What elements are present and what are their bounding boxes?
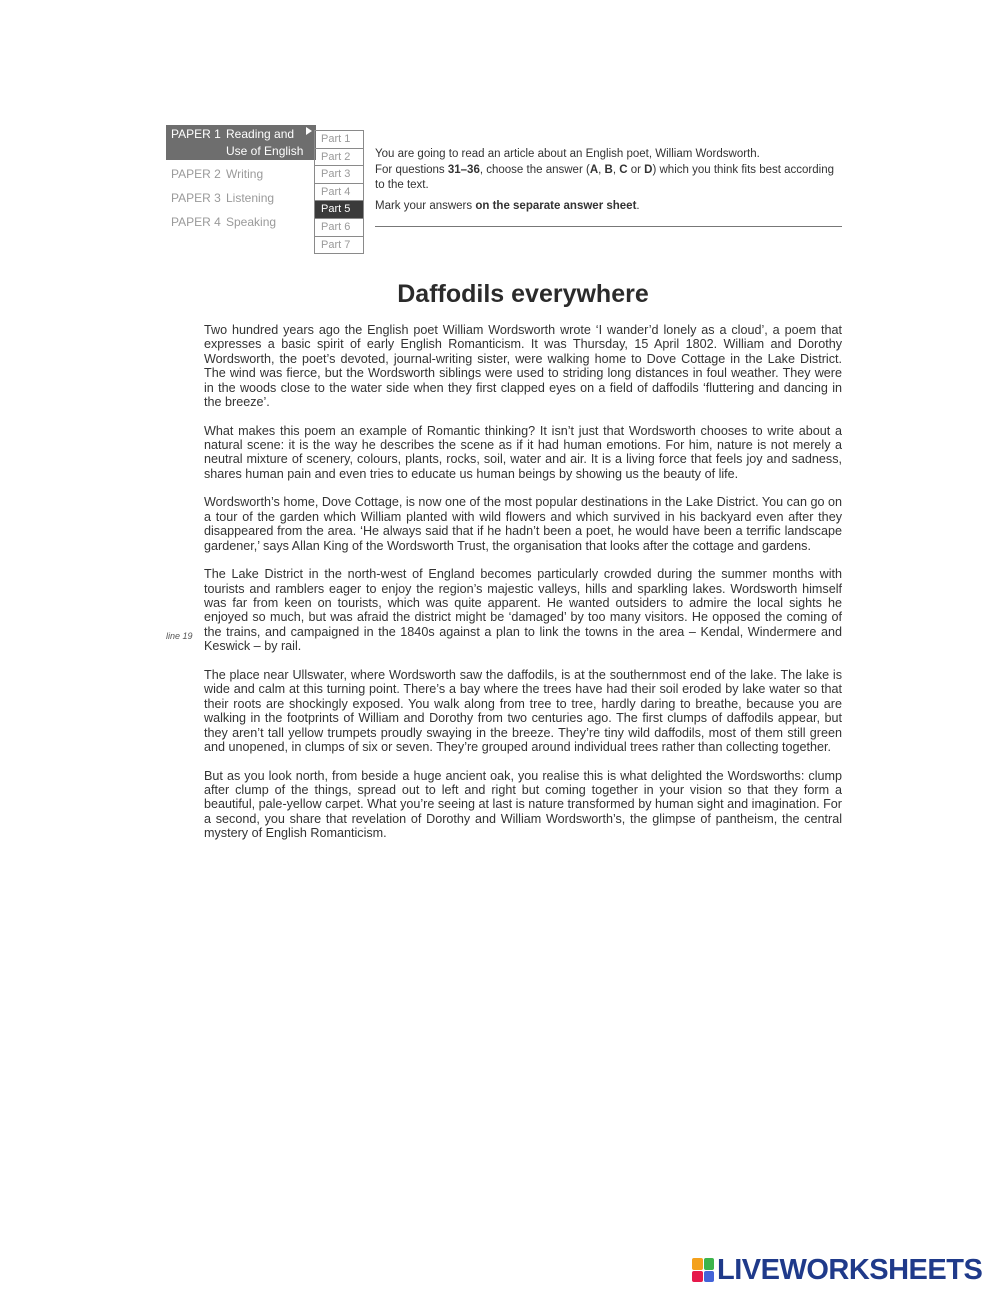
article-paragraph: But as you look north, from beside a huge ancient oak, you realise this is what delighted the Wordsworths: clump after clump of the things, spread out to left and right but coming together in your vision so that they form a beautiful, pale-yellow carpet. What you’re seeing at last is nature transformed by human sight and imagination. For a second, you share that revelation of Dorothy and William Wordsworth’s, the glimpse of pantheism, the central mystery of English Romanticism. [204, 768, 842, 841]
part-2-item[interactable]: Part 2 [315, 149, 363, 167]
instr-text: , [598, 163, 605, 176]
instr-text: For questions [375, 163, 448, 176]
instr-text: ) which you think fits best according to the text. [375, 163, 834, 191]
article-paragraph: The Lake District in the north-west of England becomes particularly crowded during the summer months with tourists and ramblers eager to enjoy the region’s majestic valleys, hills and sparkling lakes. Wordsworth himself was far from keen on tourists, which was quite apparent. He wanted outsiders to admire the local sights he enjoyed so much, but was afraid the district might be ‘damaged’ by too many visitors. He opposed the coming of the trains, and campaigned in the 1840s against a plan to link the towns in the area – Kendal, Windermere and Keswick – by rail. [204, 567, 842, 654]
logo-tile [692, 1271, 703, 1283]
arrow-right-icon [306, 127, 312, 135]
logo-tile [704, 1258, 715, 1270]
paper-name: Writing [226, 167, 264, 181]
article-title: Daffodils everywhere [397, 280, 649, 308]
logo-tile [692, 1258, 703, 1270]
paper-number: PAPER 1 [171, 127, 221, 141]
instr-text: . [636, 199, 640, 212]
paper-4-item[interactable] [166, 214, 316, 232]
instr-text: Mark your answers [375, 199, 476, 212]
instr-text: , [612, 163, 620, 176]
logo-tile [704, 1271, 715, 1283]
article-paragraph: What makes this poem an example of Romantic thinking? It isn’t just that Wordsworth chooses to write about a natural scene: it is the way he describes the scene as if it had human emotions. For him, nature is not merely a neutral mixture of scenery, colours, plants, rocks, soil, water and air. It is a living force that feels joy and sadness, shares human pain and even tries to educate us human beings by showing us the beauty of life. [204, 423, 842, 481]
paper-3-item[interactable] [166, 190, 316, 208]
paper-number: PAPER 3 [171, 191, 221, 205]
paper-name: Speaking [226, 215, 277, 229]
part-6-item[interactable]: Part 6 [315, 219, 363, 237]
part-1-item[interactable]: Part 1 [315, 131, 363, 149]
paper-name: Listening [226, 191, 275, 205]
option-c: C [619, 163, 628, 176]
instructions-intro: You are going to read an article about an English poet, William Wordsworth. [375, 148, 760, 160]
paper-2-item[interactable] [166, 166, 316, 184]
part-7-item[interactable]: Part 7 [315, 237, 363, 255]
paper-1-item[interactable] [166, 125, 316, 160]
answer-sheet-emphasis: on the separate answer sheet [475, 199, 637, 212]
paper-name: Reading and Use of English [226, 127, 304, 158]
part-3-item[interactable]: Part 3 [315, 166, 363, 184]
paper-number: PAPER 4 [171, 215, 221, 229]
option-b: B [604, 163, 613, 176]
part-5-item[interactable]: Part 5 [315, 201, 363, 219]
option-d: D [644, 163, 653, 176]
task-instructions [375, 147, 843, 214]
instructions-questions [375, 163, 843, 194]
liveworksheets-brand[interactable] [692, 1253, 982, 1287]
instr-text: , choose the answer ( [479, 163, 590, 176]
instructions-mark [375, 199, 843, 215]
article-body [204, 323, 842, 855]
part-4-item[interactable]: Part 4 [315, 184, 363, 202]
instr-text: or [627, 163, 645, 176]
instructions-divider [375, 226, 842, 227]
question-range: 31–36 [447, 163, 480, 176]
line-marker: line 19 [166, 631, 193, 641]
parts-list [314, 130, 364, 254]
liveworksheets-logo-icon [692, 1258, 714, 1282]
paper-number: PAPER 2 [171, 167, 221, 181]
paper-navigation [166, 125, 316, 232]
article-paragraph: Wordsworth’s home, Dove Cottage, is now one of the most popular destinations in the Lake District. You can go on a tour of the garden which William planted with wild flowers and which survived in his backyard even after they disappeared from the area. ‘He always said that if he hadn’t been a poet, he would have been a terrific landscape gardener,’ says Allan King of the Wordsworth Trust, the organisation that looks after the cottage and gardens. [204, 495, 842, 553]
article-paragraph: The place near Ullswater, where Wordsworth saw the daffodils, is at the southernmost end of the lake. The lake is wide and calm at this turning point. There’s a bay where the trees have had their soil eroded by lake water so that their roots are shockingly exposed. You walk along from tree to tree, hardly daring to breathe, because you are walking in the footprints of William and Dorothy from two centuries ago. The first clumps of daffodils appear, but they aren’t tall yellow trumpets proudly swaying in the breeze. They’re tiny wild daffodils, most of them still green and unopened, in clumps of six or seven. They’re grouped around individual trees rather than collecting together. [204, 667, 842, 754]
article-paragraph: Two hundred years ago the English poet William Wordsworth wrote ‘I wander’d lonely as a cloud’, a poem that expresses a basic spirit of early English Romanticism. It was Thursday, 15 April 1802. William and Dorothy Wordsworth, the poet’s devoted, journal-writing sister, were walking home to Dove Cottage in the Lake District. The wind was fierce, but the Wordsworth siblings were used to striding long distances in foul weather. They were in the woods close to the water side when they first clapped eyes on a field of daffodils ‘fluttering and dancing in the breeze’. [204, 323, 842, 410]
brand-name: LIVEWORKSHEETS [717, 1253, 983, 1286]
option-a: A [589, 163, 599, 176]
